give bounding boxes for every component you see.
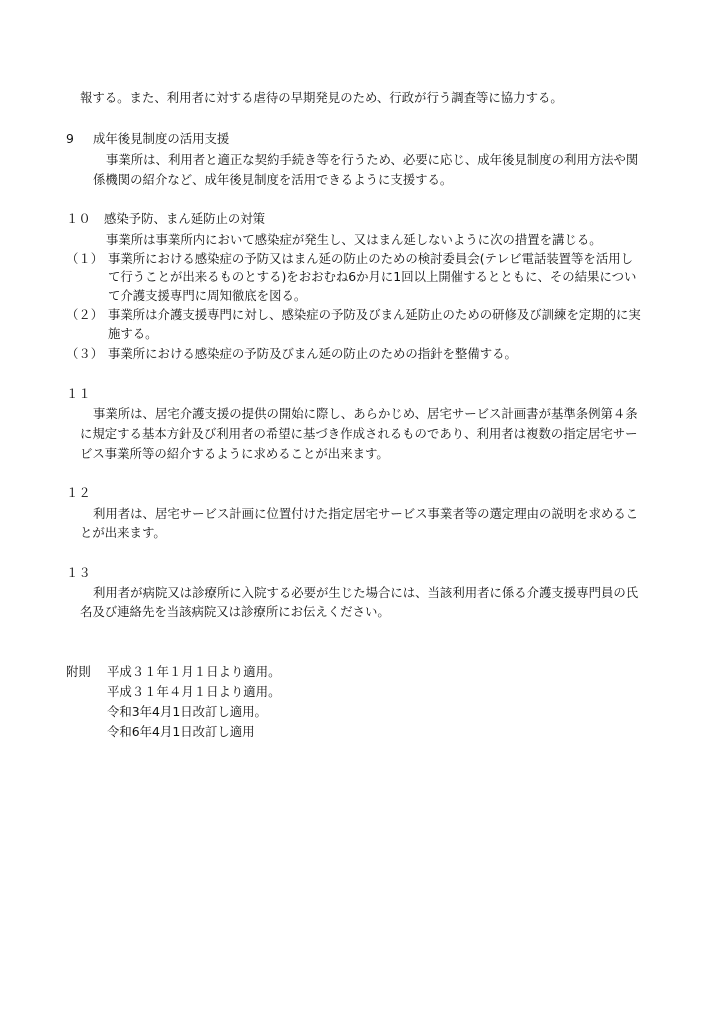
section-11-number: １１ (66, 386, 91, 401)
section-11-line-3: ビス事業所等の紹介するように求めることが出来ます。 (80, 446, 389, 461)
supplementary-entry-3: 令和3年4月1日改訂し適用。 (107, 704, 267, 719)
section-10-item-1-marker: （１） (66, 251, 104, 266)
section-12-number: １２ (66, 485, 91, 500)
section-13-line-2: 名及び連絡先を当該病院又は診療所にお伝えください。 (80, 604, 390, 619)
supplementary-entry-2: 平成３１年４月１日より適用。 (107, 684, 281, 699)
section-10-item-1-line-1: 事業所における感染症の予防又はまん延の防止のための検討委員会(テレビ電話装置等を活用し (108, 251, 633, 266)
section-10-item-2-line-2: 施する。 (108, 326, 158, 341)
supplementary-entry-1: 平成３１年１月１日より適用。 (107, 664, 281, 679)
section-11-line-1: 事業所は、居宅介護支援の提供の開始に際し、あらかじめ、居宅サービス計画書が基準条例第４条 (93, 406, 638, 421)
supplementary-label: 附則 (66, 664, 91, 679)
section-11-line-2: に規定する基本方針及び利用者の希望に基づき作成されるものであり、利用者は複数の指定居宅サー (80, 426, 638, 441)
section-10-item-1-line-2: て行うことが出来るものとする)をおおむね6か月に1回以上開催するとともに、その結果につい (108, 269, 637, 284)
section-12-line-1: 利用者は、居宅サービス計画に位置付けた指定居宅サービス事業者等の選定理由の説明を求めるこ (93, 506, 639, 521)
section-10-item-2-line-1: 事業所は介護支援専門に対し、感染症の予防及びまん延防止のための研修及び訓練を定期的に実 (108, 307, 641, 322)
section-9-body-line-1: 事業所は、利用者と適正な契約手続き等を行うため、必要に応じ、成年後見制度の利用方法や関 (106, 152, 639, 167)
section-10-item-3-line-1: 事業所における感染症の予防及びまん延の防止のための指針を整備する。 (108, 346, 517, 361)
section-10-item-1-line-3: て介護支援専門に周知徹底を図る。 (108, 288, 307, 303)
supplementary-entry-4: 令和6年4月1日改訂し適用 (107, 724, 255, 739)
section-9-body-line-2: 係機関の紹介など、成年後見制度を活用できるように支援する。 (93, 172, 453, 187)
section-10-item-3-marker: （３） (66, 346, 104, 361)
section-9-number: 9 (66, 131, 74, 146)
section-13-line-1: 利用者が病院又は診療所に入院する必要が生じた場合には、当該利用者に係る介護支援専門員の氏 (93, 585, 639, 600)
section-10-number: １０ (66, 211, 91, 226)
section-13-number: １３ (66, 565, 91, 580)
section-10-body: 事業所は事業所内において感染症が発生し、又はまん延しないように次の措置を講じる。 (106, 232, 602, 247)
intro-line: 報する。また、利用者に対する虐待の早期発見のため、行政が行う調査等に協力する。 (80, 90, 563, 105)
section-10-title: 感染予防、まん延防止の対策 (104, 211, 266, 226)
section-12-line-2: とが出来ます。 (80, 525, 166, 540)
section-10-item-2-marker: （２） (66, 307, 104, 322)
section-9-title: 成年後見制度の活用支援 (93, 131, 230, 146)
